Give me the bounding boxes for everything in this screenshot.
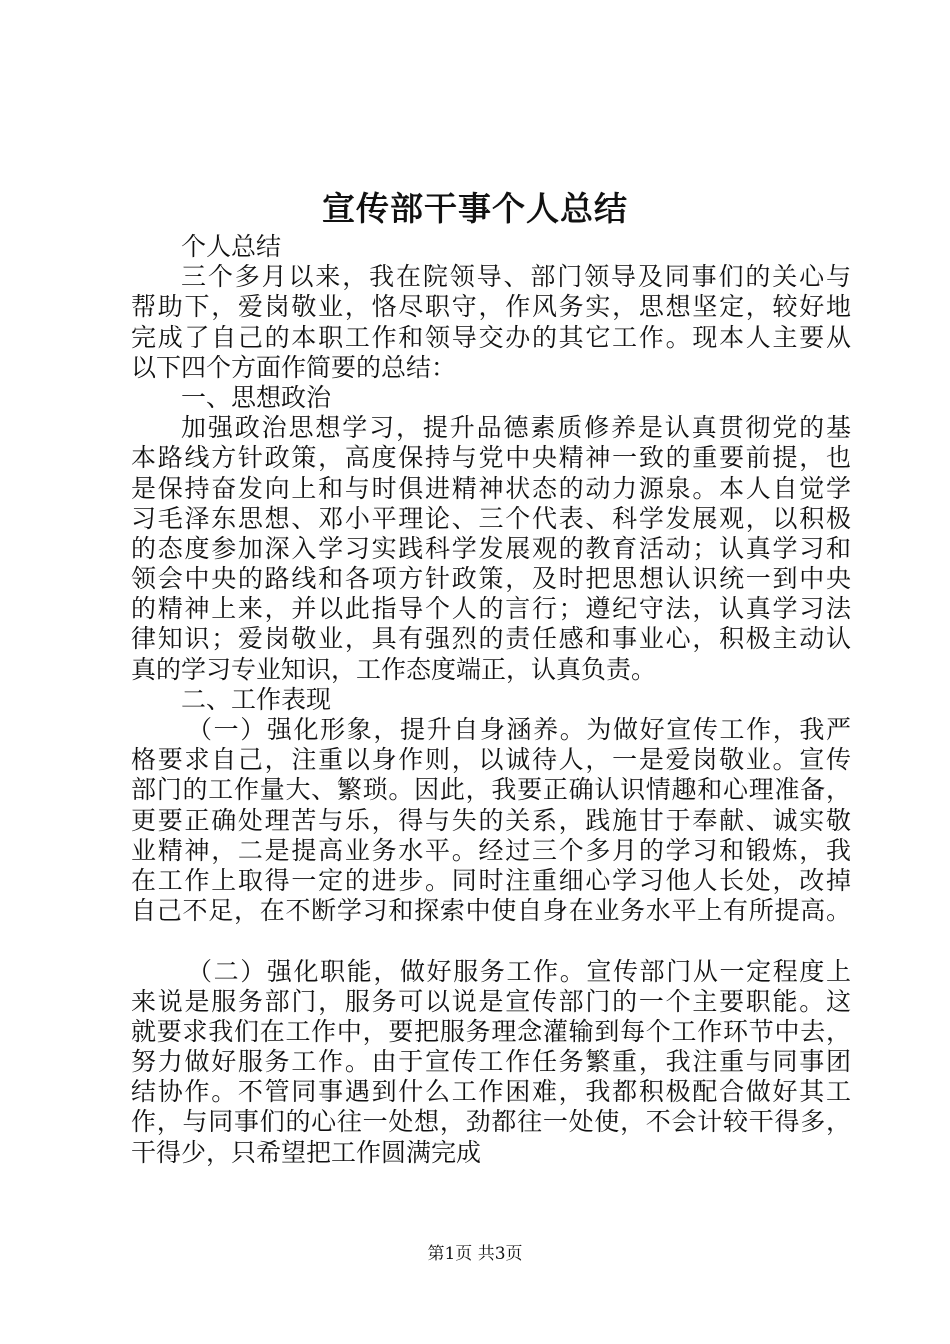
- paragraph-line: 帮助下，爱岗敬业，恪尽职守，作风务实，思想坚定，较好地: [131, 292, 851, 322]
- paragraph-line: 的态度参加深入学习实践科学发展观的教育活动；认真学习和: [131, 533, 851, 563]
- paragraph-line: 完成了自己的本职工作和领导交办的其它工作。现本人主要从: [131, 322, 851, 352]
- paragraph-line: 个人总结: [181, 232, 282, 261]
- paragraph-line: 结协作。不管同事遇到什么工作困难，我都积极配合做好其工: [131, 1077, 851, 1107]
- paragraph-line: 努力做好服务工作。由于宣传工作任务繁重，我注重与同事团: [131, 1047, 851, 1077]
- paragraph-line: 三个多月以来，我在院领导、部门领导及同事们的关心与: [181, 262, 851, 292]
- paragraph-line: 业精神，二是提高业务水平。经过三个多月的学习和锻炼，我: [131, 835, 851, 865]
- paragraph-line: 真的学习专业知识，工作态度端正，认真负责。: [131, 654, 657, 684]
- paragraph-line: 本路线方针政策，高度保持与党中央精神一致的重要前提，也: [131, 443, 851, 473]
- paragraph-line: 加强政治思想学习，提升品德素质修养是认真贯彻党的基: [181, 413, 851, 443]
- paragraph-line: （一）强化形象，提升自身涵养。为做好宣传工作，我严: [187, 715, 851, 744]
- paragraph-line: 在工作上取得一定的进步。同时注重细心学习他人长处，改掉: [131, 865, 851, 895]
- paragraph-line: （二）强化职能，做好服务工作。宣传部门从一定程度上: [187, 956, 851, 986]
- paragraph-line: 二、工作表现: [181, 684, 332, 714]
- paragraph-line: 干得少，只希望把工作圆满完成: [131, 1137, 482, 1167]
- paragraph-line: 格要求自己，注重以身作则，以诚待人，一是爱岗敬业。宣传: [131, 745, 851, 775]
- paragraph-line: 部门的工作量大、繁琐。因此，我要正确认识情趣和心理准备，: [131, 775, 851, 805]
- paragraph-line: 的精神上来，并以此指导个人的言行；遵纪守法，认真学习法: [131, 594, 851, 624]
- paragraph-line: 来说是服务部门，服务可以说是宣传部门的一个主要职能。这: [131, 986, 851, 1016]
- document-body: [131, 232, 851, 1168]
- paragraph-line: 更要正确处理苦与乐，得与失的关系，践施甘于奉献、诚实敬: [131, 805, 851, 835]
- paragraph-line: 以下四个方面作简要的总结：: [131, 352, 457, 382]
- page-footer: 第1页 共3页: [427, 1244, 523, 1264]
- paragraph-line: 自己不足，在不断学习和探索中使自身在业务水平上有所提高。: [131, 896, 851, 926]
- paragraph-line: 作，与同事们的心往一处想，劲都往一处使，不会计较干得多，: [131, 1107, 851, 1137]
- document-title: 宣传部干事个人总结: [322, 189, 628, 228]
- paragraph-line: 领会中央的路线和各项方针政策，及时把思想认识统一到中央: [131, 564, 851, 594]
- paragraph-line: 律知识；爱岗敬业，具有强烈的责任感和事业心，积极主动认: [131, 624, 851, 654]
- blank-line: [131, 926, 851, 956]
- paragraph-line: 就要求我们在工作中，要把服务理念灌输到每个工作环节中去，: [131, 1016, 851, 1046]
- paragraph-line: 是保持奋发向上和与时俱进精神状态的动力源泉。本人自觉学: [131, 473, 851, 503]
- paragraph-line: 习毛泽东思想、邓小平理论、三个代表、科学发展观，以积极: [131, 503, 851, 533]
- paragraph-line: 一、思想政治: [181, 382, 332, 412]
